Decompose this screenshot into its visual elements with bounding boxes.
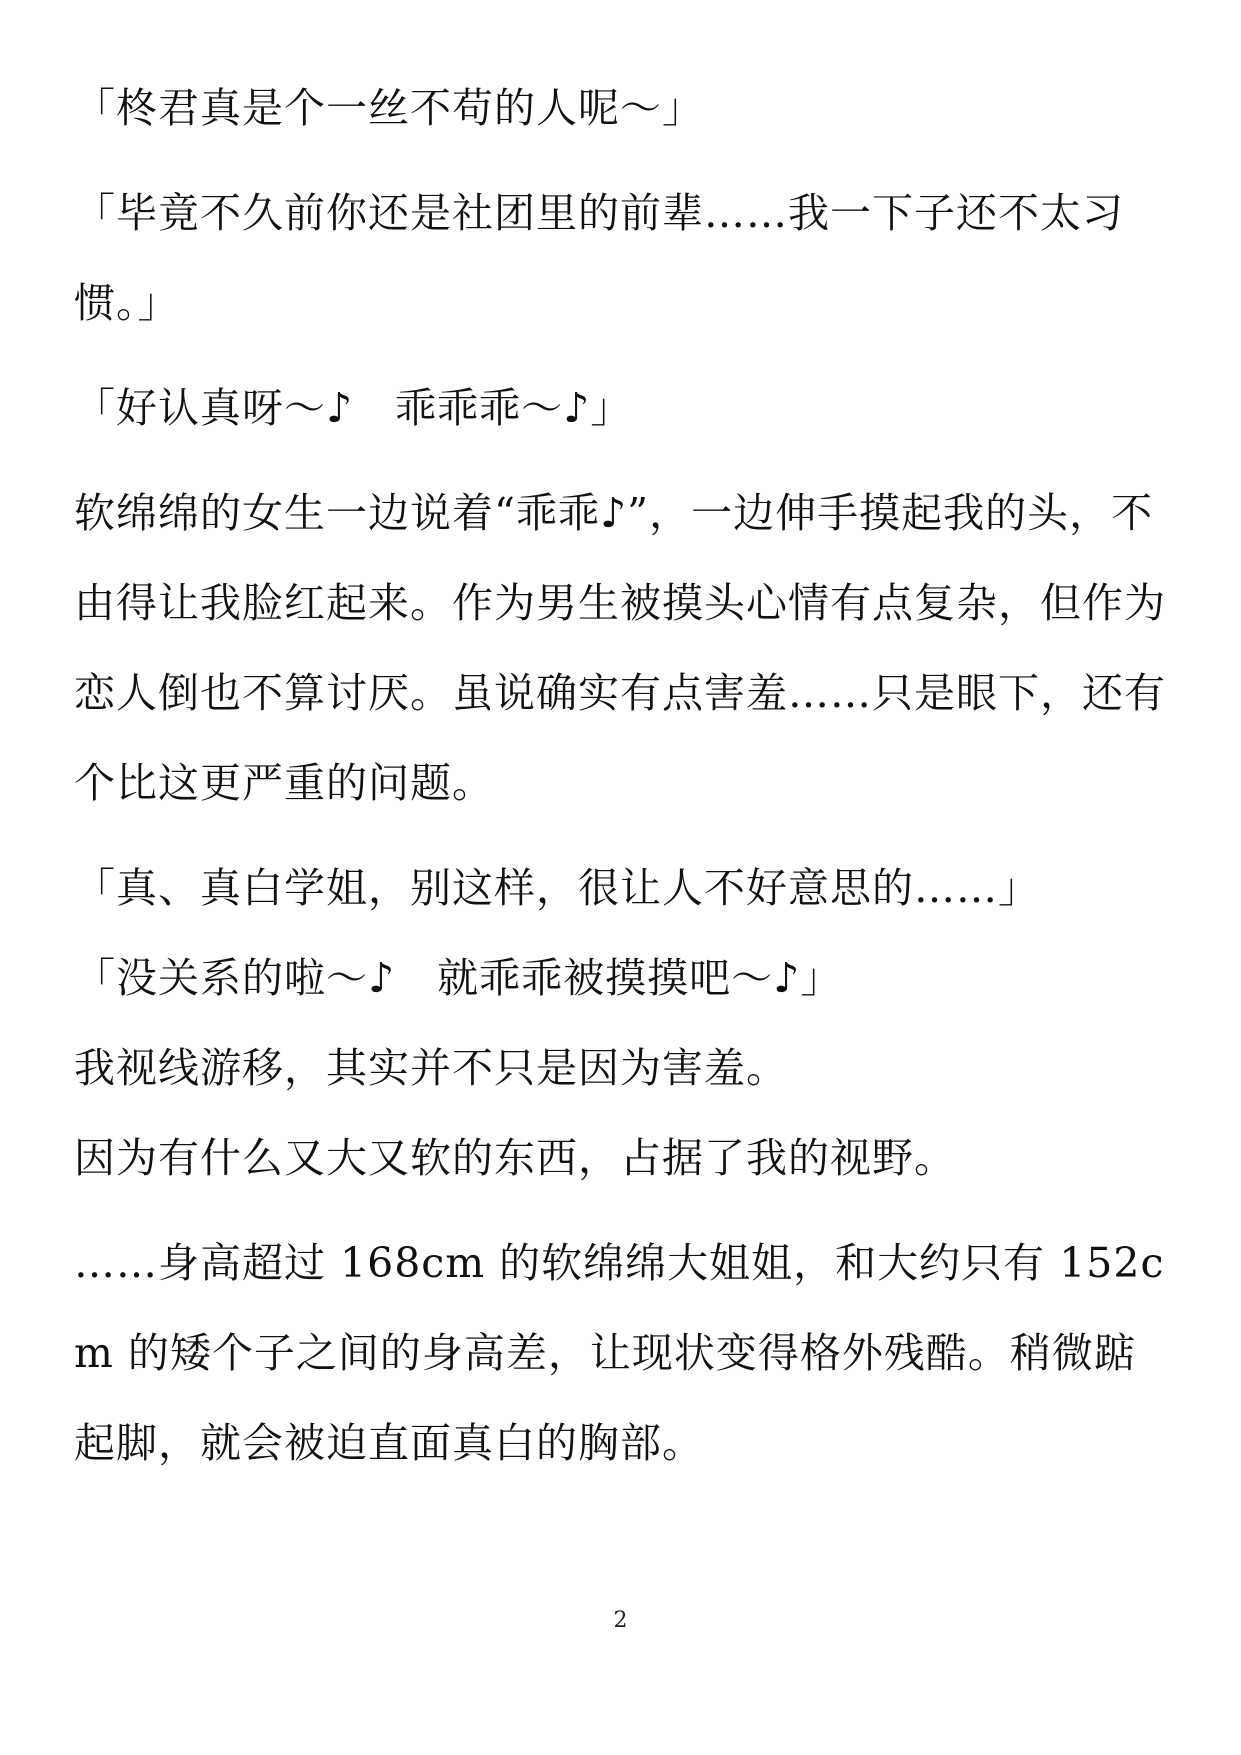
page-number: 2 [613,1608,628,1633]
paragraph-narration-4: ……身高超过 168cm 的软绵绵大姐姐，和大约只有 152cm 的矮个子之间的身高差，让现状变得格外残酷。稍微踮起脚，就会被迫直面真白的胸部。 [74,1239,1165,1467]
paragraph-dialogue-5: 「没关系的啦～♪ 就乖乖被摸摸吧～♪」 [74,954,843,1002]
paragraph-dialogue-2: 「毕竟不久前你还是社团里的前辈……我一下子还不太习惯。」 [74,189,1124,327]
paragraph-dialogue-1: 「柊君真是个一丝不苟的人呢～」 [74,84,704,132]
text-body [74,78,1174,1518]
paragraph-narration-2: 我视线游移，其实并不只是因为害羞。 [74,1044,788,1092]
paragraph-narration-1: 软绵绵的女生一边说着“乖乖♪”，一边伸手摸起我的头，不由得让我脸红起来。作为男生被摸头心情有点复杂，但作为恋人倒也不算讨厌。虽说确实有点害羞……只是眼下，还有个比这更严重的问题。 [74,489,1166,807]
paragraph-narration-3: 因为有什么又大又软的东西，占据了我的视野。 [74,1134,956,1182]
paragraph-dialogue-4: 「真、真白学姐，别这样，很让人不好意思的……」 [74,864,1040,912]
paragraph-dialogue-3: 「好认真呀～♪ 乖乖乖～♪」 [74,384,633,432]
